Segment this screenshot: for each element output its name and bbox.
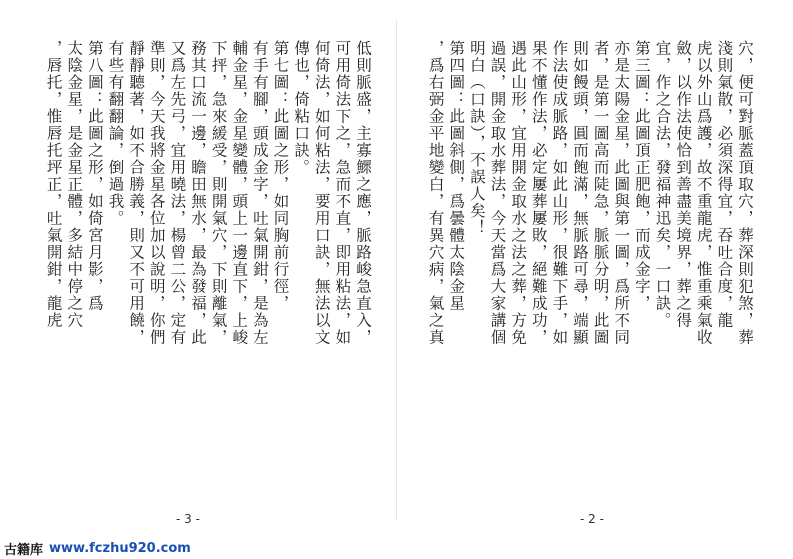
text-column: 作法使成脈路，如此山形，很難下手，如 — [550, 40, 569, 346]
text-column: 何倚法，如何粘法，要用口訣，無法以文 — [312, 40, 331, 346]
text-column: 第四圖：此圖斜側，爲曇體太陰金星 — [447, 40, 466, 312]
text-column: 第八圖：此圖之形，如倚宮月影，爲 — [85, 40, 104, 312]
text-column: 準則，今天我將金星各位加以說明，你們 — [147, 40, 166, 346]
text-column: 太陰金星，是金星正體，多結中停之穴 — [65, 40, 84, 329]
text-column: 斂，以作法使恰到善盡美境界，葬之得 — [674, 40, 693, 329]
watermark-site-name: 古籍库 — [4, 543, 44, 558]
right-page — [426, 40, 756, 510]
text-column: 淺則氣散，必須深得宜，吞吐合度，龍 — [715, 40, 734, 329]
text-column: 虎以外山爲護，故不重龍虎，惟重乘氣收 — [694, 40, 713, 346]
text-column: 亦是太陽金星，此圖與第一圖，爲所不同 — [612, 40, 631, 346]
text-column: 宜，作之合法，發福神迅矣，一口訣。 — [653, 40, 672, 329]
text-column: 有手有腳，頭成金字，吐氣開鉗，是為左 — [250, 40, 269, 346]
text-column: ，爲右弼金平地變白，有異穴病，氣之真 — [426, 40, 445, 346]
text-column: ，唇托，惟唇托坪正，吐氣開鉗，龍虎 — [44, 40, 63, 329]
text-column: 過誤，開金取水葬法，今天當爲大家講個 — [488, 40, 507, 346]
text-column: 低則脈盛，主寡鰥之應，脈路峻急直入， — [354, 40, 372, 346]
text-column: 又爲左先弓，宜用曉法，楊曾二公，定有 — [168, 40, 187, 346]
text-column: 穴，便可對脈蓋頂取穴，葬深則犯煞，葬 — [736, 40, 754, 346]
text-column: 務其口流一邊，瞻田無水，最為發福，此 — [189, 40, 207, 346]
text-column: 明白（口訣），不誤人矣！ — [467, 40, 486, 237]
site-watermark — [0, 538, 793, 559]
right-page-number: - 2 - — [580, 512, 604, 526]
text-column: 者，是第一圖高而陡急，脈脈分明，此圖 — [591, 40, 610, 346]
text-column: 可用倚法下之，急而不直，即用粘法，如 — [333, 40, 352, 346]
left-page — [44, 40, 374, 510]
text-column: 輔金星，金星變體，頭上一邊直下，上峻 — [230, 40, 249, 346]
text-column: 第三圖：此圖頂正肥飽，而成金字， — [632, 40, 651, 312]
text-column: 第七圖：此圖之形，如同胸前行徑， — [271, 40, 290, 312]
text-column: 靜靜聽著，如不合勝義，則又不可用饒， — [127, 40, 146, 346]
text-column: 傳也，倚粘口訣。 — [292, 40, 311, 176]
text-column: 有些有翻翻論，倒過我。 — [106, 40, 125, 227]
text-column: 遇此山形，宜用開金取水之法之葬，方免 — [509, 40, 528, 346]
text-column: 則如饅頭，圓而飽滿，無脈路可尋，端顯 — [571, 40, 589, 346]
left-page-number: - 3 - — [176, 512, 200, 526]
watermark-url: www.fczhu920.com — [49, 541, 191, 556]
text-column: 果不懂作法，必定屢葬屢敗，絕難成功， — [529, 40, 548, 346]
text-column: 下抨，急來緩受，則開氣穴，下則離氣， — [209, 40, 228, 346]
page-gutter — [396, 20, 397, 520]
